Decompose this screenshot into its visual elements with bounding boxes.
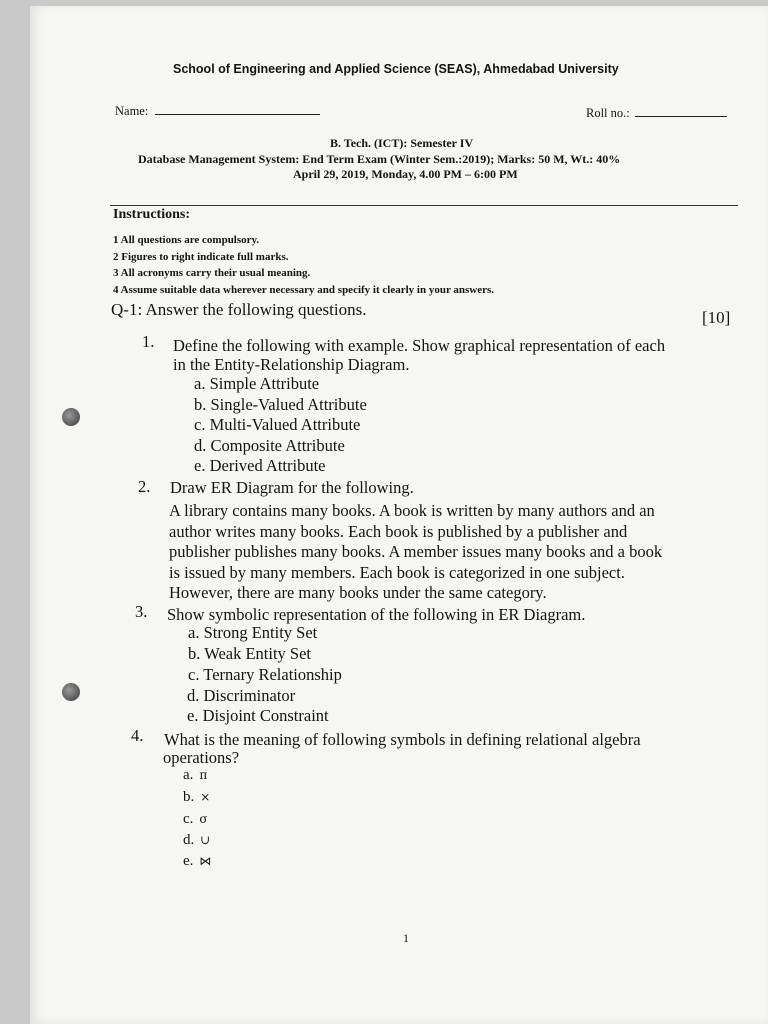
symbol-label: c. [183, 811, 194, 827]
symbol-label: b. [183, 789, 195, 805]
symbol-item [183, 789, 210, 806]
symbol-label: d. [183, 832, 195, 848]
name-blank [155, 114, 320, 115]
name-field [115, 104, 320, 119]
question-text: Define the following with example. Show graphical representation of each [173, 336, 666, 355]
paragraph-line: author writes many books. Each book is published by a publisher and [169, 521, 628, 541]
question-number: 1. [142, 332, 155, 351]
question-text: Draw ER Diagram for the following. [170, 478, 414, 497]
list-item: a. Simple Attribute [194, 374, 320, 393]
pi-symbol: π [199, 768, 208, 782]
symbol-label: e. [183, 853, 194, 869]
exam-line: Database Management System: End Term Exam (Winter Sem.:2019); Marks: 50 M, Wt.: 40% [138, 152, 621, 166]
list-item: e. Derived Attribute [194, 456, 326, 475]
list-item: e. Disjoint Constraint [187, 706, 329, 725]
paragraph-line: publisher publishes many books. A member issues many books and a book [169, 542, 663, 561]
datetime-line: April 29, 2019, Monday, 4.00 PM – 6:00 PM [293, 167, 518, 181]
symbol-item [183, 832, 210, 849]
name-label: Name: [115, 104, 149, 118]
list-item: b. Weak Entity Set [188, 644, 312, 663]
list-item: b. Single-Valued Attribute [194, 395, 367, 414]
list-item: c. Ternary Relationship [188, 665, 342, 684]
question-number: 3. [135, 602, 148, 621]
question-text: What is the meaning of following symbols in defining relational algebra [164, 730, 641, 749]
question-text: operations? [163, 748, 240, 767]
question-paragraph [169, 501, 729, 604]
page-number: 1 [403, 931, 409, 945]
union-symbol: ∪ [200, 833, 211, 847]
question-number: 2. [138, 477, 151, 496]
roll-field [586, 106, 727, 121]
symbol-label: a. [183, 767, 194, 783]
q1-title: Q-1: Answer the following questions. [111, 300, 367, 319]
punch-hole [62, 408, 80, 426]
header-divider [110, 205, 738, 206]
roll-blank [635, 116, 727, 117]
paragraph-line: A library contains many books. A book is written by many authors and an [169, 501, 655, 520]
instruction-item: 2 Figures to right indicate full marks. [113, 250, 289, 263]
symbol-item [183, 811, 208, 828]
list-item: d. Discriminator [187, 686, 296, 705]
program-line: B. Tech. (ICT): Semester IV [330, 136, 474, 150]
symbol-item [183, 853, 211, 870]
question-number: 4. [131, 726, 144, 745]
instructions-list [113, 232, 494, 298]
q1-marks: [10] [702, 308, 731, 327]
list-item: a. Strong Entity Set [188, 623, 318, 642]
symbol-item [183, 767, 207, 784]
institution-title: School of Engineering and Applied Science (SEAS), Ahmedabad University [173, 62, 619, 76]
list-item: d. Composite Attribute [194, 436, 345, 455]
paragraph-line: However, there are many books under the same category. [169, 583, 547, 602]
instruction-item: 1 All questions are compulsory. [113, 234, 260, 246]
cross-product-symbol: × [200, 790, 211, 804]
sigma-symbol: σ [199, 812, 208, 826]
instruction-item: 3 All acronyms carry their usual meaning. [113, 267, 311, 279]
paragraph-line: is issued by many members. Each book is categorized in one subject. [169, 562, 625, 582]
instruction-item: 4 Assume suitable data wherever necessary and specify it clearly in your answers. [113, 283, 495, 296]
question-text: Show symbolic representation of the following in ER Diagram. [167, 605, 586, 624]
punch-hole [62, 683, 80, 701]
roll-label: Roll no.: [586, 106, 630, 120]
instructions-heading: Instructions: [113, 207, 191, 222]
question-text: in the Entity-Relationship Diagram. [173, 355, 410, 374]
list-item: c. Multi-Valued Attribute [194, 415, 361, 434]
join-symbol: ⋈ [199, 854, 212, 868]
